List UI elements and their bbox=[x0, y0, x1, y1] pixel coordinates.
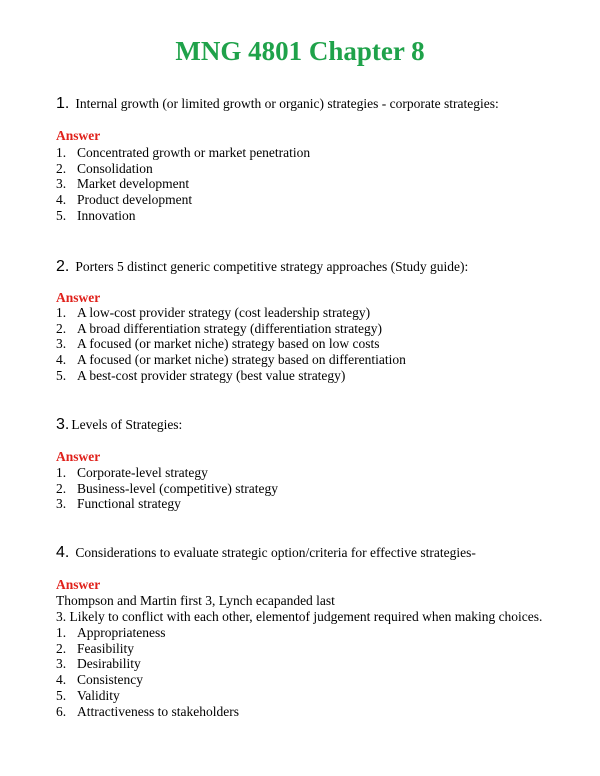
list-item-number: 4. bbox=[56, 672, 67, 688]
list-item-text: Corporate-level strategy bbox=[77, 465, 208, 480]
list-item-number: 2. bbox=[56, 160, 67, 176]
list-item-text: Functional strategy bbox=[77, 496, 181, 512]
answer-list-4 bbox=[56, 625, 239, 719]
list-item-text: Market development bbox=[77, 176, 190, 192]
list-item-text: Consolidation bbox=[77, 160, 153, 176]
list-item-text: A best-cost provider strategy (best value strategy) bbox=[77, 367, 346, 383]
list-item-number: 4. bbox=[56, 192, 67, 208]
list-item-number: 6. bbox=[56, 703, 67, 719]
list-item bbox=[56, 208, 310, 224]
answer-label: Answer bbox=[56, 128, 101, 143]
list-item-number: 2. bbox=[56, 320, 67, 336]
answer-list-1 bbox=[56, 145, 310, 224]
question-text: Levels of Strategies: bbox=[71, 417, 183, 432]
list-item bbox=[56, 625, 239, 641]
list-item-number: 1. bbox=[56, 145, 67, 160]
question-1 bbox=[56, 96, 499, 112]
list-item-number: 1. bbox=[56, 305, 67, 320]
list-item bbox=[56, 321, 406, 337]
list-item-number: 2. bbox=[56, 640, 67, 656]
question-number: 1. bbox=[56, 95, 70, 112]
list-item-text: Attractiveness to stakeholders bbox=[77, 703, 239, 719]
answer-note: Thompson and Martin first 3, Lynch ecapanded last bbox=[56, 593, 335, 608]
answer-label: Answer bbox=[56, 290, 101, 305]
question-3 bbox=[56, 417, 182, 433]
list-item-text: Business-level (competitive) strategy bbox=[77, 480, 278, 496]
question-number: 3. bbox=[56, 416, 70, 433]
list-item-number: 2. bbox=[56, 480, 67, 496]
list-item bbox=[56, 656, 239, 672]
list-item bbox=[56, 704, 239, 720]
list-item bbox=[56, 352, 406, 368]
answer-note: 3. Likely to conflict with each other, elementof judgement required when making choices. bbox=[56, 609, 543, 624]
question-2 bbox=[56, 259, 468, 275]
list-item-number: 3. bbox=[56, 656, 67, 672]
list-item-text: Product development bbox=[77, 192, 193, 208]
answer-list-3 bbox=[56, 465, 278, 512]
list-item-number: 5. bbox=[56, 367, 67, 383]
list-item-number: 3. bbox=[56, 176, 67, 192]
question-text: Porters 5 distinct generic competitive strategy approaches (Study guide): bbox=[75, 259, 469, 274]
list-item-text: Innovation bbox=[77, 207, 136, 223]
list-item bbox=[56, 688, 239, 704]
list-item-number: 3. bbox=[56, 336, 67, 352]
list-item-text: Desirability bbox=[77, 656, 141, 672]
list-item bbox=[56, 192, 310, 208]
answer-list-2 bbox=[56, 305, 406, 384]
list-item bbox=[56, 176, 310, 192]
question-text: Internal growth (or limited growth or organic) strategies - corporate strategies: bbox=[75, 96, 499, 111]
list-item-text: Concentrated growth or market penetration bbox=[77, 145, 311, 160]
list-item-text: Consistency bbox=[77, 672, 143, 688]
list-item bbox=[56, 641, 239, 657]
list-item-text: Feasibility bbox=[77, 640, 134, 656]
list-item bbox=[56, 496, 278, 512]
list-item bbox=[56, 305, 406, 321]
list-item-number: 1. bbox=[56, 625, 67, 640]
list-item-text: Appropriateness bbox=[77, 625, 166, 640]
page-title: MNG 4801 Chapter 8 bbox=[175, 36, 425, 66]
list-item-number: 1. bbox=[56, 465, 67, 480]
question-number: 2. bbox=[56, 258, 70, 275]
list-item bbox=[56, 465, 278, 481]
list-item bbox=[56, 481, 278, 497]
list-item-number: 3. bbox=[56, 496, 67, 512]
list-item-number: 5. bbox=[56, 687, 67, 703]
answer-label: Answer bbox=[56, 577, 101, 592]
list-item-number: 4. bbox=[56, 352, 67, 368]
list-item bbox=[56, 672, 239, 688]
question-4 bbox=[56, 545, 476, 561]
list-item-number: 5. bbox=[56, 207, 67, 223]
question-text: Considerations to evaluate strategic option/criteria for effective strategies- bbox=[75, 545, 476, 560]
list-item-text: A broad differentiation strategy (differentiation strategy) bbox=[77, 320, 383, 336]
answer-label: Answer bbox=[56, 449, 101, 464]
list-item bbox=[56, 336, 406, 352]
list-item bbox=[56, 368, 406, 384]
list-item bbox=[56, 145, 310, 161]
list-item bbox=[56, 161, 310, 177]
list-item-text: A focused (or market niche) strategy based on low costs bbox=[77, 336, 380, 352]
question-number: 4. bbox=[56, 544, 70, 561]
list-item-text: Validity bbox=[77, 687, 120, 703]
list-item-text: A focused (or market niche) strategy based on differentiation bbox=[77, 352, 406, 368]
list-item-text: A low-cost provider strategy (cost leadership strategy) bbox=[77, 305, 371, 320]
